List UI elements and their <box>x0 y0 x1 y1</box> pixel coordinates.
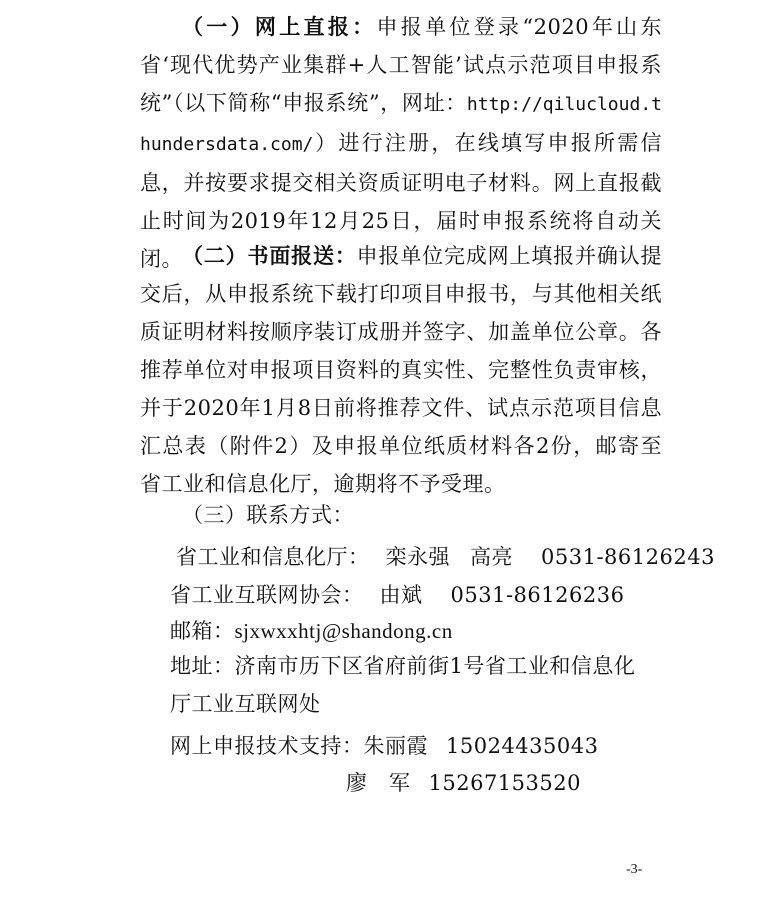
email-address: sjxwxxhtj@shandong.cn <box>234 619 453 643</box>
section-paper-submission <box>140 237 662 503</box>
org1-name: 省工业和信息化厅： <box>176 545 370 569</box>
org2-phone: 0531-86126236 <box>450 583 625 607</box>
contact-email <box>170 612 453 650</box>
tech-support-line1 <box>170 727 598 765</box>
org1-phone: 0531-86126243 <box>541 545 715 569</box>
address-label: 地址： <box>170 654 235 678</box>
org2-name: 省工业互联网协会： <box>170 583 364 607</box>
support-phone2: 15267153520 <box>428 771 581 795</box>
contact-address <box>170 647 650 723</box>
section2-heading: （二）书面报送： <box>182 243 357 268</box>
contact-org1 <box>176 538 715 576</box>
tech-support-line2 <box>346 764 581 802</box>
org2-person: 由斌 <box>379 583 423 607</box>
address-text: 济南市历下区省府前街1号省工业和信息化厅工业互联网处 <box>170 654 636 716</box>
section1-text-after-url: ）进行注册，在线填写申报所需信息，并按要求提交相关资质证明电子材料。网上直报截止时间为2019年12月25日，届时申报系统将自动关闭。 <box>140 131 662 271</box>
support-person1: 朱丽霞 <box>363 734 428 758</box>
support-label: 网上申报技术支持： <box>170 734 364 758</box>
org1-person2: 高亮 <box>470 545 513 569</box>
section1-text-before-url: 申报单位登录“2020年山东省‘现代优势产业集群+人工智能’试点示范项目申报系统”（以下简称“申报系统”，网址： <box>140 15 662 115</box>
org1-person1: 栾永强 <box>385 545 450 569</box>
page-number: -3- <box>626 862 643 877</box>
system-url: http://qilucloud.thundersdata.com/ <box>140 94 662 155</box>
section1-heading: （一）网上直报： <box>182 14 377 39</box>
support-person2: 廖 军 <box>346 771 411 795</box>
contact-org2 <box>170 576 624 614</box>
section2-text: 申报单位完成网上填报并确认提交后，从申报系统下载打印项目申报书，与其他相关纸质证明材料按顺序装订成册并签字、加盖单位公章。各推荐单位对申报项目资料的真实性、完整性负责审核，并于2020年1月8日前将推荐文件、试点示范项目信息汇总表（附件2）及申报单位纸质材料各2份，邮寄至省工业和信息化厅，逾期将不予受理。 <box>140 244 663 496</box>
section3-heading: （三）联系方式： <box>182 503 354 527</box>
support-phone1: 15024435043 <box>446 734 599 758</box>
email-label: 邮箱： <box>170 619 235 643</box>
